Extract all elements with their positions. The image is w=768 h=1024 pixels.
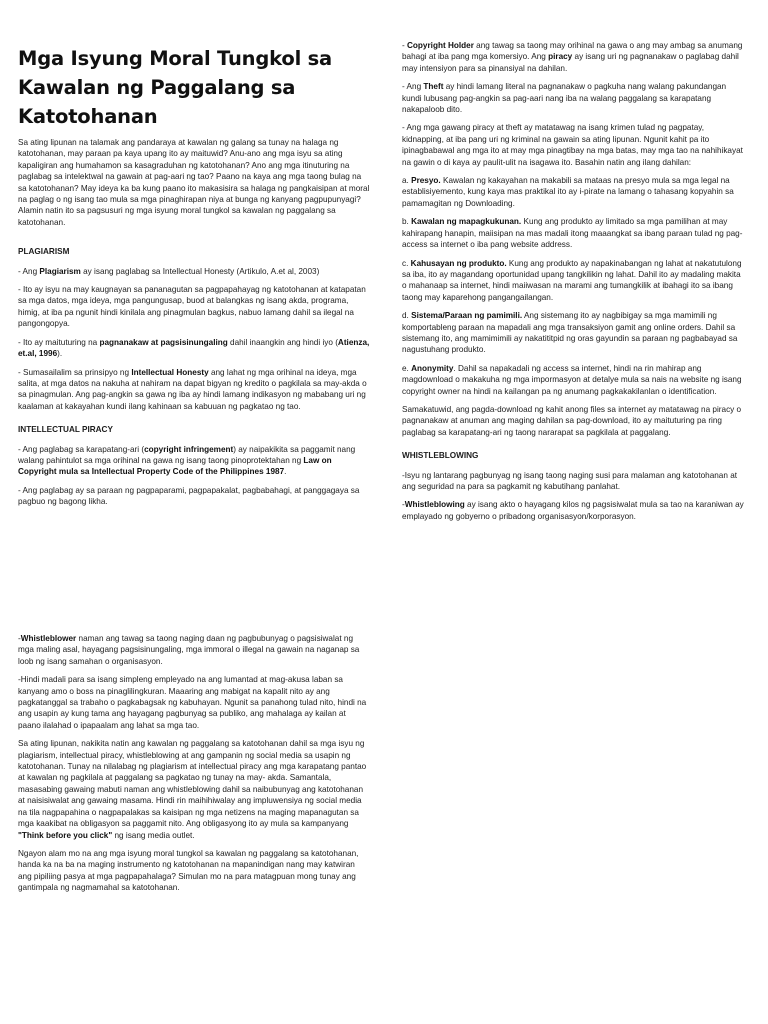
plagiarism-p3: - Ito ay maituturing na pagnanakaw at pagsisinungaling dahil inaangkin ang hindi iyo (Atienza, et.al, 1996). [18, 337, 370, 359]
crime-paragraph: - Ang mga gawang piracy at theft ay matatawag na isang krimen tulad ng pagpatay, kidnapping, at iba pang uri ng kriminal na gawain sa ating lipunan. Ngunit kahit pa ito ipinagbabawal ang mga ito at may mga pinagtibay na mga batas, may mga tao na nahihikayat na gawin o di kaya ay paulit-ulit na isagawa ito. Basahin natin ang ilang dahilan: [402, 123, 743, 167]
intro-paragraph: Sa ating lipunan na talamak ang pandaraya at kawalan ng galang sa tunay na halaga ng katotohanan, may paraan pa kaya upang ito ay maituwid? Anu-ano ang mga isyu sa ating kapaligiran ang humahamon sa kasagraduhan ng katotohanan? Ano ang mga itinuturing na paglabag sa intelektwal na gawain at pag-aari ng tao? Paano na kaya ang mga taong bulag na sa katotohanan? May ideya ka ba kung paano ito makasisira sa halaga ng pangkaisipan at moral na paglag o ng isang tao mula sa mga pinaghirapan niya at bunga ng kanyang pagpupunyagi? Alamin natin ito sa pagsusuri ng mga isyung moral tungkol sa kawalan ng paggalang sa katotohanan. [18, 138, 370, 227]
closing-paragraph: Ngayon alam mo na ang mga isyung moral tungkol sa kawalan ng paggalang sa katotohanan, handa ka na ba na maging instrumento ng katotohanan na mapanindigan nang may katwiran ang pipiliing pasya at mga pagpapahalaga? Simulan mo na para matagpuan mong tunay ang gantimpala ng nagmamahal sa katotohanan. [18, 848, 359, 893]
right-column [402, 40, 746, 529]
summary-paragraph: Sa ating lipunan, nakikita natin ang kawalan ng paggalang sa katotohanan dahil sa mga isyu ng plagiarism, intellectual piracy, whistleblowing at ang gampanin ng social media sa usapin ng katotohanan. Tunay na nilalabag ng plagiarism at intellectual piracy ang mga karapatang pantao at kawalan ng pagkilala at paggalang sa pagkatao ng tunay na may- akda. Samantala, masasabing gawaing mabuti naman ang whistleblowing dahil sa naibubunyag ang katotohanan at naisisiwalat ang gawaing masama. Hindi rin maihihiwalay ang impluwensiya ng social media na tila nagpapahina o nagpapalakas sa kaisipan ng mga netizens na maging mapanagutan sa mga kaakibat na obligasyon sa paggamit nito. Ang obligasyong ito ay mula sa kampanyang "Think before you click" ng isang media outlet. [18, 739, 367, 840]
intellectual-piracy-heading: INTELLECTUAL PIRACY [18, 425, 113, 435]
piracy-p2: - Ang paglabag ay sa paraan ng pagpaparami, pagpapakalat, pagbabahagi, at panggagaya sa pagbuo ng bagong likha. [18, 485, 360, 507]
reason-item: c. Kahusayan ng produkto. Kung ang produkto ay napakinabangan ng lahat at nakatutulong sa iba, ito ay magandang oportunidad upang tangkilikin ng lahat. Dahil ito ay madaling makita o mahanaap sa internet, hindi maiiwasan na marami ang tumangkilik at ibahagi ito sa ibang taong may kaparehong pangangailangan. [402, 258, 742, 302]
whistleblowing-p2: -Whistleblowing ay isang akto o hayagang kilos ng pagsisiwalat mula sa tao na karaniwan ay emplayado ng gobyerno o pribadong organisasyon/korporasyon. [402, 500, 744, 521]
plagiarism-p1: - Ang Plagiarism ay isang paglabag sa Intellectual Honesty (Artikulo, A.et al, 2003) [18, 266, 320, 276]
reason-item: b. Kawalan ng mapagkukunan. Kung ang produkto ay limitado sa mga pamilihan at may kahirapang hanapin, maiisipan na mas madali itong maaangkat sa ibang paraan tulad ng pag-access sa internet o iba pang website address. [402, 217, 743, 250]
page-title: Mga Isyung Moral Tungkol sa Kawalan ng Paggalang sa Katotohanan [18, 47, 333, 128]
whistleblowing-p1: -Isyu ng lantarang pagbunyag ng isang taong naging susi para malaman ang katotohanan at ang seguridad na para sa pagkamit ng kabutihang panlahat. [402, 470, 738, 491]
employee-paragraph: -Hindi madali para sa isang simpleng empleyado na ang lumantad at mag-akusa laban sa kanyang amo o boss na pinaglilingkuran. Maaaring ang mabigat na kapalit nito ay ang pagkatanggal sa trabaho o pagkabagsak ng kabuhayan. Ngunit sa panahong tulad nito, hindi na ang usapin ay kung tama ang hayagang pagbunyag sa publiko, ang mahalaga ay kailan at paano ilalahad o ipapaalam ang lahat sa mga tao. [18, 675, 367, 730]
plagiarism-p2: - Ito ay isyu na may kaugnayan sa pananagutan sa pagpapahayag ng katotohanan at katapatan sa mga datos, mga ideya, mga pangungusap, buod at balangkas ng isang akda, programa, himig, at iba pa ngunit hindi kinilala ang pinagmulan bagkus, nabuo lamang dahil sa ilegal na pangongopya. [18, 285, 366, 329]
reason-item: a. Presyo. Kawalan ng kakayahan na makabili sa mataas na presyo mula sa mga legal na establisiyemento, kung kaya mas praktikal ito ay i-pirate na lamang o tahasang kopyahin sa pamamagitan ng Downloading. [402, 176, 734, 208]
plagiarism-p4: - Sumasailalim sa prinsipyo ng Intellectual Honesty ang lahat ng mga orihinal na ideya, mga salita, at mga datos na nakuha at nahiram na dapat bigyan ng kredito o pagkilala sa may-akda o sa pinagmulan. Ang pag-angkin sa gawa ng iba ay hindi lamang indikasyon ng mababang uri ng kaalaman at kakayahan kundi ilang kahinaan sa kabuuan ng pagkatao ng tao. [18, 367, 367, 411]
left-column [18, 44, 370, 515]
theft-paragraph: - Ang Theft ay hindi lamang literal na pagnanakaw o pagkuha nang walang pakundangan kundi lubusang pag-angkin sa pag-aari nang iba na walang paggalang sa karapatang nakapaloob dito. [402, 82, 727, 115]
reason-item: d. Sistema/Paraan ng pamimili. Ang sistemang ito ay nagbibigay sa mga mamimili ng komportableng paraan na mapadali ang mga transaksiyon gamit ang online orders. Dahil sa sistemang ito, ang mamimimili ay nakatititpid ng oras gayundin sa paraan ng pagbabayad sa nagustuhang produkto. [402, 311, 738, 355]
copyright-holder-paragraph: - Copyright Holder ang tawag sa taong may orihinal na gawa o ang may ambag sa anumang bahagi at iba pang mga komersiyo. Ang piracy ay isang uri ng pagnanakaw o paglabag dahil may intensiyon para sa pinansiyal na dahilan. [402, 41, 743, 73]
whistleblower-paragraph: -Whistleblower naman ang tawag sa taong naging daan ng pagbubunyag o pagsisiwalat ng mga maling asal, hayagang pagsisinungaling, mga immoral o illegal na gawain na naganap sa loob ng isang samahan o organisasyon. [18, 634, 360, 666]
conclusion-paragraph: Samakatuwid, ang pagda-download ng kahit anong files sa internet ay matatawag na piracy o pagnanakaw at anuman ang maging dahilan sa pag-download, ito ay maituturing pa ring paglabag sa karapatang-ari ng taong nararapat sa pagkilala at paggalang. [402, 404, 742, 437]
whistleblowing-heading: WHISTLEBLOWING [402, 451, 479, 461]
reason-item: e. Anonymity. Dahil sa napakadali ng access sa internet, hindi na rin mahirap ang magdownload o makakuha ng mga impormasyon at detalye mula sa nais na website ng isang copyright owner na hindi na kailangan pa ng anumang pagkakakilanlan o identification. [402, 363, 742, 396]
bottom-column [18, 633, 370, 901]
piracy-p1: - Ang paglabag sa karapatang-ari (copyright infringement) ay naipakikita sa paggamit nang walang pahintulot sa mga orihinal na gawa ng isang taong pinoprotektahan ng Law on Copyright mula sa Intellectual Property Code of the Philippines 1987. [18, 444, 356, 477]
plagiarism-heading: PLAGIARISM [18, 247, 70, 257]
